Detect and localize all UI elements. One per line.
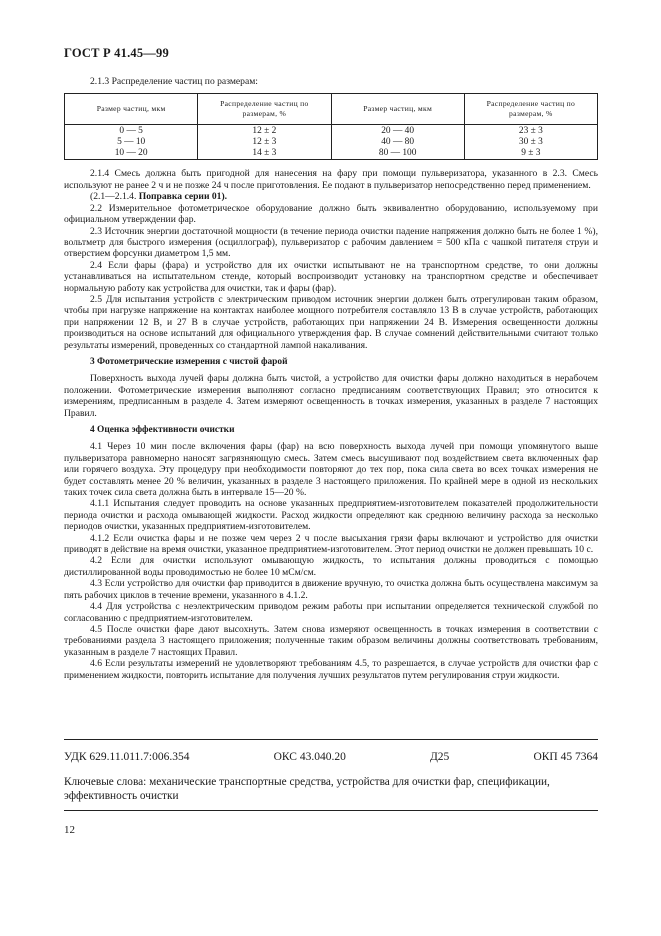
section-4-heading: 4 Оценка эффективности очистки xyxy=(90,425,235,436)
amendment-note xyxy=(64,191,598,202)
paragraph-2-3: 2.3 Источник энергии достаточной мощности (в течение периода очистки падение напряжения должно быть не более 1 %), вольтметр для быстрого измерения (осциллограф), пульверизатор с рабочим давлением = 500 кПа с чашкой питателя струи и отверстием форсунки диаметром 1,5 мм. xyxy=(64,225,598,260)
paragraph-4-1-2: 4.1.2 Если очистка фары и не позже чем через 2 ч после высыхания грязи фары включают и устройство для очистки приводят в действие на время очистки, указанное предприятием-изготовителем. Этот период очистки не должен превышать 10 с. xyxy=(64,532,598,556)
table-cell: 80 — 100 xyxy=(331,148,464,160)
table-header-cell: Размер частиц, мкм xyxy=(331,94,464,124)
classification-codes xyxy=(64,751,598,763)
table-cell: 12 ± 3 xyxy=(198,137,331,148)
standard-header: ГОСТ Р 41.45—99 xyxy=(64,46,169,60)
paragraph-4-3: 4.3 Если устройство для очистки фар приводится в движение вручную, то очистка должна быть осуществлена максимум за пять рабочих циклов в течение времени, указанного в 4.1.2. xyxy=(64,578,598,601)
footer-bottom-rule xyxy=(64,810,598,811)
table-cell: 23 ± 3 xyxy=(464,124,597,137)
paragraph-4-4: 4.4 Для устройства с неэлектрическим приводом режим работы при испытании определяется технической службой по согласованию с предприятием-изготовителем. xyxy=(64,601,598,624)
table-row xyxy=(65,124,598,137)
table-cell: 20 — 40 xyxy=(331,124,464,137)
amendment-label: Поправка серии 01). xyxy=(138,191,228,203)
table-cell: 30 ± 3 xyxy=(464,137,597,148)
table-row xyxy=(65,137,598,148)
paragraph-2-4: 2.4 Если фары (фара) и устройство для их очистки испытывают не на транспортном средстве, то они должны устанавливаться на испытательном стенде, который воспроизводит установку на транспортном средстве и обеспечивает нормальную работу как устройства для очистки, так и фары (фар). xyxy=(64,259,598,294)
table-cell: 12 ± 2 xyxy=(198,124,331,137)
paragraph-4-2: 4.2 Если для очистки используют омывающую жидкость, то испытания должны проводиться с помощью дистиллированной воды проводимостью не более 10 мСм/см. xyxy=(64,555,598,578)
udk-code: УДК 629.11.011.7:006.354 xyxy=(64,751,190,763)
page-number: 12 xyxy=(64,824,75,836)
footer-top-rule xyxy=(64,739,598,740)
section-3-heading: 3 Фотометрические измерения с чистой фарой xyxy=(90,356,288,367)
table-cell: 0 — 5 xyxy=(65,124,198,137)
oks-code: ОКС 43.040.20 xyxy=(273,751,346,763)
particle-distribution-table xyxy=(64,93,598,160)
table-header-cell: Распределение частиц по размерам, % xyxy=(464,94,597,124)
amendment-prefix: (2.1—2.1.4. xyxy=(90,191,139,203)
paragraph-4-6: 4.6 Если результаты измерений не удовлетворяют требованиям 4.5, то разрешается, в случае устройств для очистки фар с применением жидкости, повторить испытание для получения лучших результатов путем регулирования струи жидкости. xyxy=(64,658,598,681)
table-cell: 14 ± 3 xyxy=(198,148,331,160)
paragraph-2-2: 2.2 Измерительное фотометрическое оборудование должно быть эквивалентно оборудованию, используемому при официальном утверждении фар. xyxy=(64,202,598,226)
paragraph-2-1-4: 2.1.4 Смесь должна быть пригодной для нанесения на фару при помощи пульверизатора, указанного в 2.3. Смесь используют не ранее 2 ч и не позже 24 ч после приготовления. Ее подают в пульверизатор непосредственно перед применением. xyxy=(64,168,598,191)
d-code: Д25 xyxy=(429,751,450,763)
table-header-row xyxy=(65,94,598,124)
table-cell: 10 — 20 xyxy=(65,148,198,160)
okp-code: ОКП 45 7364 xyxy=(533,751,598,763)
section-2-1-3-intro: 2.1.3 Распределение частиц по размерам: xyxy=(90,76,258,87)
table-cell: 9 ± 3 xyxy=(464,148,597,160)
paragraph-3: Поверхность выхода лучей фары должна быть чистой, а устройство для очистки фары должно находиться в нерабочем положении. Фотометрические измерения выполняют согласно предписаниям соответствующих Правил; это относится к измерениям, предписанным в разделе 4. Затем измеряют освещенность в точках измерения, указанных в разделе 7 настоящих Правил. xyxy=(64,373,598,419)
table-header-cell: Размер частиц, мкм xyxy=(65,94,198,124)
paragraph-4-5: 4.5 После очистки фаре дают высохнуть. Затем снова измеряют освещенность в точках измерения в соответствии с требованиями раздела 3 настоящего приложения; полученные таким образом величины должны соответствовать требованиям, указанным в разделе 7 настоящих Правил. xyxy=(64,623,598,658)
paragraph-2-5: 2.5 Для испытания устройств с электрическим приводом источник энергии должен быть отрегулирован таким образом, чтобы при нагрузке напряжение на контактах наиболее мощного потребителя составляло 13 В в случае устройств, работающих при напряжении 12 В, и 27 В в случае устройств, работающих при напряжении 24 В. Измерения освещенности должны производиться на основе испытаний для официального утверждения фар. В случае сомнений действительными считают только результаты измерений, проведенных со стандартной лампой накаливания. xyxy=(64,293,598,351)
table-cell: 5 — 10 xyxy=(65,137,198,148)
paragraph-4-1: 4.1 Через 10 мин после включения фары (фар) на всю поверхность выхода лучей при помощи упомянутого выше пульверизатора равномерно наносят загрязняющую смесь. Затем смесь высушивают под воздействием света включенных фар или горячего воздуха. Эту процедуру при необходимости повторяют до тех пор, пока сила света во всех точках измерения не будет составлять менее 20 % величин, указанных в разделе 3 настоящего приложения. По крайней мере в одной из нескольких таких точек сила света должна быть в интервале 15—20 %. xyxy=(64,441,598,499)
document-body xyxy=(64,76,598,681)
table-cell: 40 — 80 xyxy=(331,137,464,148)
keywords: Ключевые слова: механические транспортные средства, устройства для очистки фар, спецификации, эффективность очистки xyxy=(64,776,550,802)
table-row xyxy=(65,148,598,160)
paragraph-4-1-1: 4.1.1 Испытания следует проводить на основе указанных предприятием-изготовителем показателей продолжительности периода очистки и расхода омывающей жидкости. Расход жидкости определяют как среднюю величину расхода за несколько периодов очистки, указанных предприятием-изготовителем. xyxy=(64,498,598,533)
table-header-cell: Распределение частиц по размерам, % xyxy=(198,94,331,124)
